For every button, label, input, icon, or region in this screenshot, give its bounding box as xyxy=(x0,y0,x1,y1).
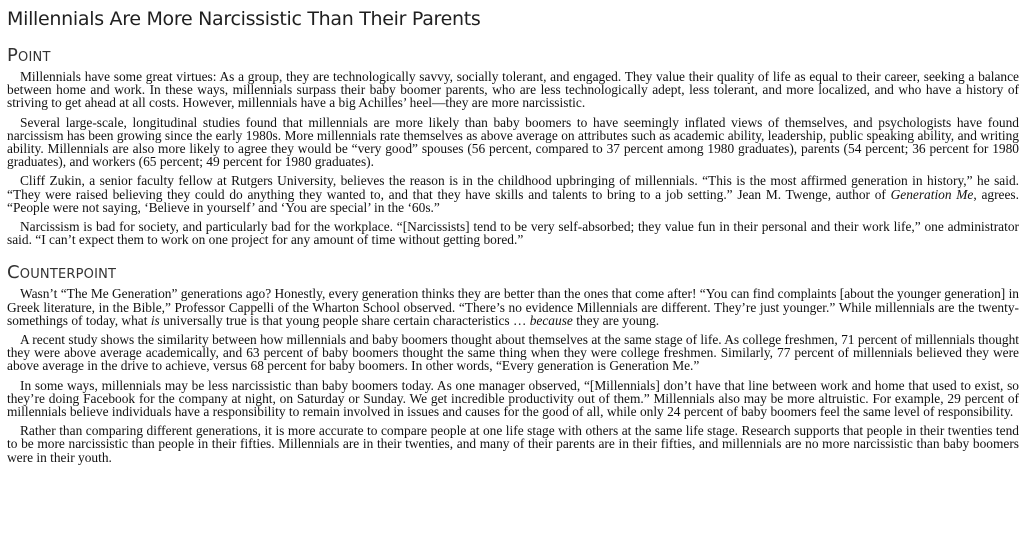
italic-text: because xyxy=(529,312,573,328)
point-paragraph-1: Millennials have some great virtues: As a group, they are technologically savvy, socially tolerant, and engaged. They value their quality of life as equal to their career, seeking a balance between home and work. In these ways, millennials surpass their baby boomer parents, who are less technologically adept, less tolerant, and more localized, and who have a history of striving to get ahead at all costs. However, millennials have a big Achilles’ heel—they are more narcissistic. xyxy=(7,69,1019,111)
italic-text: is xyxy=(150,312,160,328)
counterpoint-paragraph-2: A recent study shows the similarity between how millennials and baby boomers thought about themselves at the same stage of life. As college freshmen, 71 percent of millennials thought they were above average academically, and 63 percent of baby boomers thought the same thing when they were college freshmen. Similarly, 77 percent of millennials believed they were above average in the drive to achieve, versus 68 percent for baby boomers. In other words, “Every generation is Generation Me.” xyxy=(7,332,1019,374)
point-heading: Point xyxy=(7,45,51,66)
document-title: Millennials Are More Narcissistic Than Their Parents xyxy=(7,8,481,30)
italic-text: Generation Me xyxy=(890,186,974,202)
counterpoint-heading: Counterpoint xyxy=(7,262,117,284)
point-section xyxy=(7,45,1019,246)
point-paragraph-4: Narcissism is bad for society, and particularly bad for the workplace. “[Narcissists] tend to be very self-absorbed; they value fun in their personal and their work life,” one administrator said. “I can’t expect them to work on one project for any amount of time without getting bored.” xyxy=(7,219,1019,248)
point-paragraph-3: Cliff Zukin, a senior faculty fellow at Rutgers University, believes the reason is in the childhood upbringing of millennials. “This is the most affirmed generation in history,” he said. “They were raised believing they could do anything they wanted to, and that they have skills and talents to bring to a job setting.” Jean M. Twenge, author of Generation Me, agrees. “People were not saying, ‘Believe in yourself’ and ‘You are special’ in the ‘60s.” xyxy=(7,173,1019,215)
counterpoint-section xyxy=(7,262,1019,463)
document-page xyxy=(7,0,1019,464)
counterpoint-paragraph-3: In some ways, millennials may be less narcissistic than baby boomers today. As one manager observed, “[Millennials] don’t have that line between work and home that used to exist, so they’re doing Facebook for the company at night, on Saturday or Sunday. We get incredible productivity out of them.” Millennials also may be more altruistic. For example, 29 percent of millennials believe individuals have a responsibility to remain involved in issues and causes for the good of all, while only 24 percent of baby boomers feel the same level of responsibility. xyxy=(7,377,1019,420)
point-paragraph-2: Several large-scale, longitudinal studies found that millennials are more likely than baby boomers to have seemingly inflated views of themselves, and psychologists have found narcissism has been growing since the early 1980s. More millennials rate themselves as above average on attributes such as academic ability, leadership, public speaking ability, and writing ability. Millennials are also more likely to agree they would be “very good” spouses (56 percent, compared to 37 percent among 1980 graduates), parents (54 percent; 36 percent for 1980 graduates), and workers (65 percent; 49 percent for 1980 graduates). xyxy=(7,114,1019,170)
counterpoint-paragraph-4: Rather than comparing different generations, it is more accurate to compare people at one life stage with others at the same life stage. Research supports that people in their twenties tend to be more narcissistic than people in their fifties. Millennials are in their twenties, and many of their parents are in their fifties, and millennials are no more narcissistic than baby boomers were in their youth. xyxy=(7,423,1019,465)
counterpoint-paragraph-1: Wasn’t “The Me Generation” generations ago? Honestly, every generation thinks they are better than the ones that come after! “You can find complaints [about the younger generation] in Greek literature, in the Bible,” Professor Cappelli of the Wharton School observed. “There’s no evidence Millennials are different. They’re just younger.” While millennials are the twenty-somethings of today, what is universally true is that young people share certain characteristics … because they are young. xyxy=(7,286,1019,328)
